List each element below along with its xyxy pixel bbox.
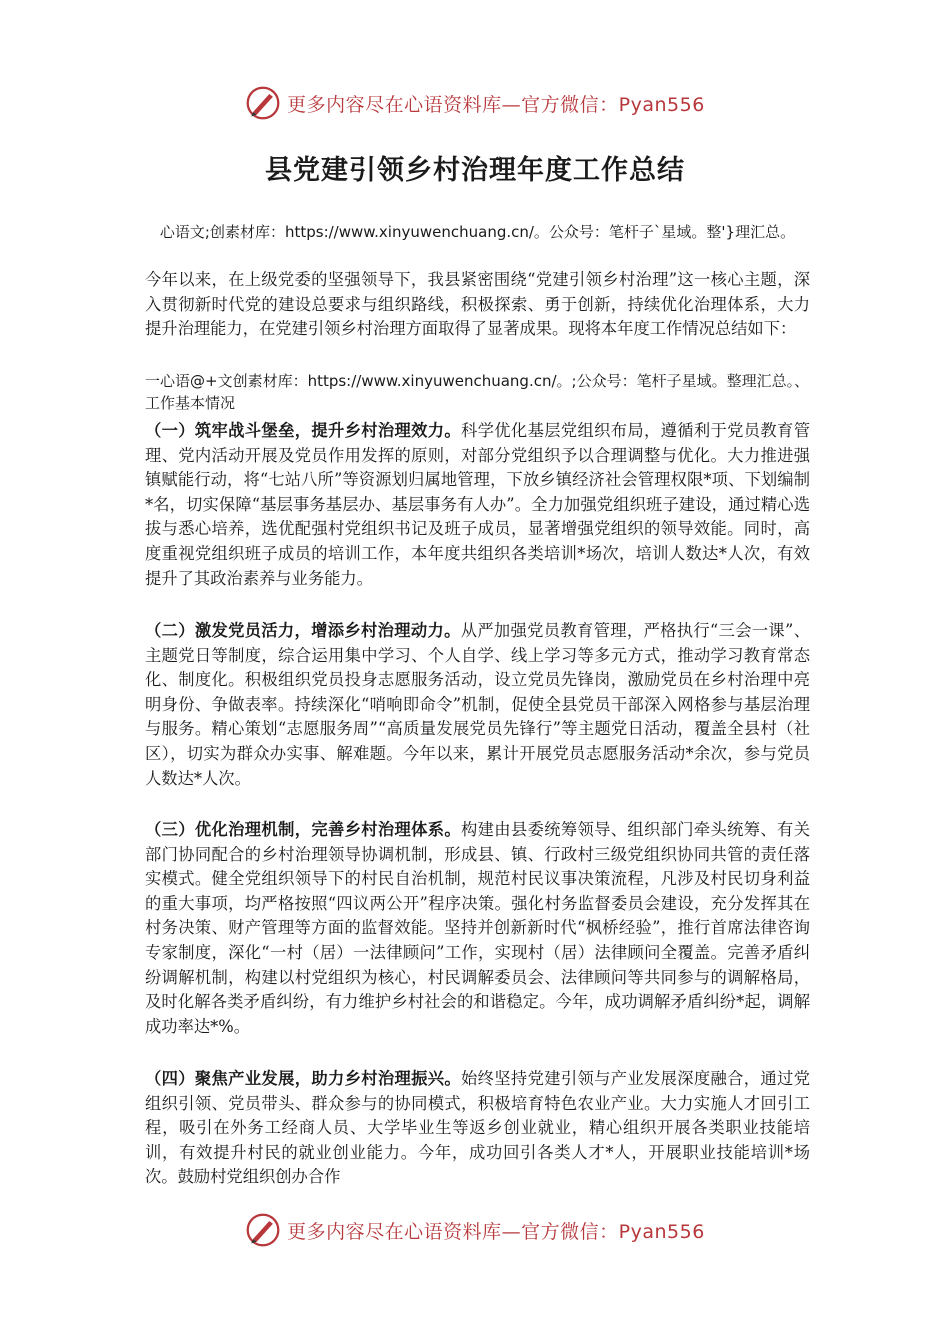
section-4-body: 始终坚持党建引领与产业发展深度融合，通过党组织引领、党员带头、群众参与的协同模式，积极培育特色农业产业。大力实施人才回引工程，吸引在外务工经商人员、大学毕业生等返乡创业就业，精心组织开展各类职业技能培训，有效提升村民的就业创业能力。今年，成功回引各类人才*人，开展职业技能培训*场次。鼓励村党组织创办合作 bbox=[145, 1069, 810, 1187]
section-3-heading: （三）优化治理机制，完善乡村治理体系。 bbox=[145, 820, 462, 839]
pen-logo-icon bbox=[245, 85, 281, 121]
document-title: 县党建引领乡村治理年度工作总结 bbox=[265, 155, 685, 186]
section-4-heading: （四）聚焦产业发展，助力乡村治理振兴。 bbox=[145, 1069, 462, 1088]
section-3-body: 构建由县委统筹领导、组织部门牵头统筹、有关部门协同配合的乡村治理领导协调机制，形成县、镇、行政村三级党组织协同共管的责任落实模式。健全党组织领导下的村民自治机制，规范村民议事决策流程，凡涉及村民切身利益的重大事项，均严格按照“四议两公开”程序决策。强化村务监督委员会建设，充分发挥其在村务决策、财产管理等方面的监督效能。坚持并创新新时代“枫桥经验”，推行首席法律咨询专家制度，深化“一村（居）一法律顾问”工作，实现村（居）法律顾问全覆盖。完善矛盾纠纷调解机制，构建以村党组织为核心，村民调解委员会、法律顾问等共同参与的调解格局，及时化解各类矛盾纠纷，有力维护乡村社会的和谐稳定。今年，成功调解矛盾纠纷*起，调解成功率达*%。 bbox=[145, 820, 810, 1036]
section-1-heading: （一）筑牢战斗堡垒，提升乡村治理效力。 bbox=[145, 421, 462, 440]
section-4 bbox=[145, 1067, 810, 1190]
pen-logo-icon bbox=[245, 1212, 281, 1248]
section-2-heading: （二）激发党员活力，增添乡村治理动力。 bbox=[145, 621, 461, 640]
section-1 bbox=[145, 419, 810, 591]
section-3 bbox=[145, 818, 810, 1039]
section-2-body: 从严加强党员教育管理，严格执行“三会一课”、主题党日等制度，综合运用集中学习、个人自学、线上学习等多元方式，推动学习教育常态化、制度化。积极组织党员投身志愿服务活动，设立党员先锋岗，激励党员在乡村治理中亮明身份、争做表率。持续深化“哨响即命令”机制，促使全县党员干部深入网格参与基层治理与服务。精心策划“志愿服务周”“高质量发展党员先锋行”等主题党日活动，覆盖全县村（社区），切实为群众办实事、解难题。今年以来，累计开展党员志愿服务活动*余次，参与党员人数达*人次。 bbox=[145, 621, 810, 788]
source-note-1: 心语文;创素材库：https://www.xinyuwenchuang.cn/。公众号：笔杆子`星域。整'}理汇总。 bbox=[159, 223, 796, 241]
watermark-banner-top bbox=[0, 78, 950, 128]
wechat-id: Pyan556 bbox=[618, 1220, 705, 1243]
section-2 bbox=[145, 619, 810, 791]
section-1-body: 科学优化基层党组织布局，遵循利于党员教育管理、党内活动开展及党员作用发挥的原则，对部分党组织予以合理调整与优化。大力推进强镇赋能行动，将“七站八所”等资源划归属地管理，下放乡镇经济社会管理权限*项、下划编制*名，切实保障“基层事务基层办、基层事务有人办”。全力加强党组织班子建设，通过精心选拔与悉心培养，选优配强村党组织书记及班子成员，显著增强党组织的领导效能。同时，高度重视党组织班子成员的培训工作，本年度共组织各类培训*场次，培训人数达*人次，有效提升了其政治素养与业务能力。 bbox=[145, 421, 810, 588]
source-note-2: 一心语@+文创素材库：https://www.xinyuwenchuang.cn/。;公众号：笔杆子星域。整理汇总。、工作基本情况 bbox=[145, 372, 810, 412]
wechat-id: Pyan556 bbox=[618, 93, 705, 116]
watermark-text: 更多内容尽在心语资料库—官方微信：Pyan556 bbox=[287, 1220, 705, 1243]
intro-paragraph: 今年以来，在上级党委的坚强领导下，我县紧密围绕“党建引领乡村治理”这一核心主题，深入贯彻新时代党的建设总要求与组织路线，积极探索、勇于创新，持续优化治理体系，大力提升治理能力，在党建引领乡村治理方面取得了显著成果。现将本年度工作情况总结如下： bbox=[145, 270, 810, 339]
watermark-text: 更多内容尽在心语资料库—官方微信：Pyan556 bbox=[287, 93, 705, 116]
watermark-banner-bottom bbox=[0, 1205, 950, 1255]
